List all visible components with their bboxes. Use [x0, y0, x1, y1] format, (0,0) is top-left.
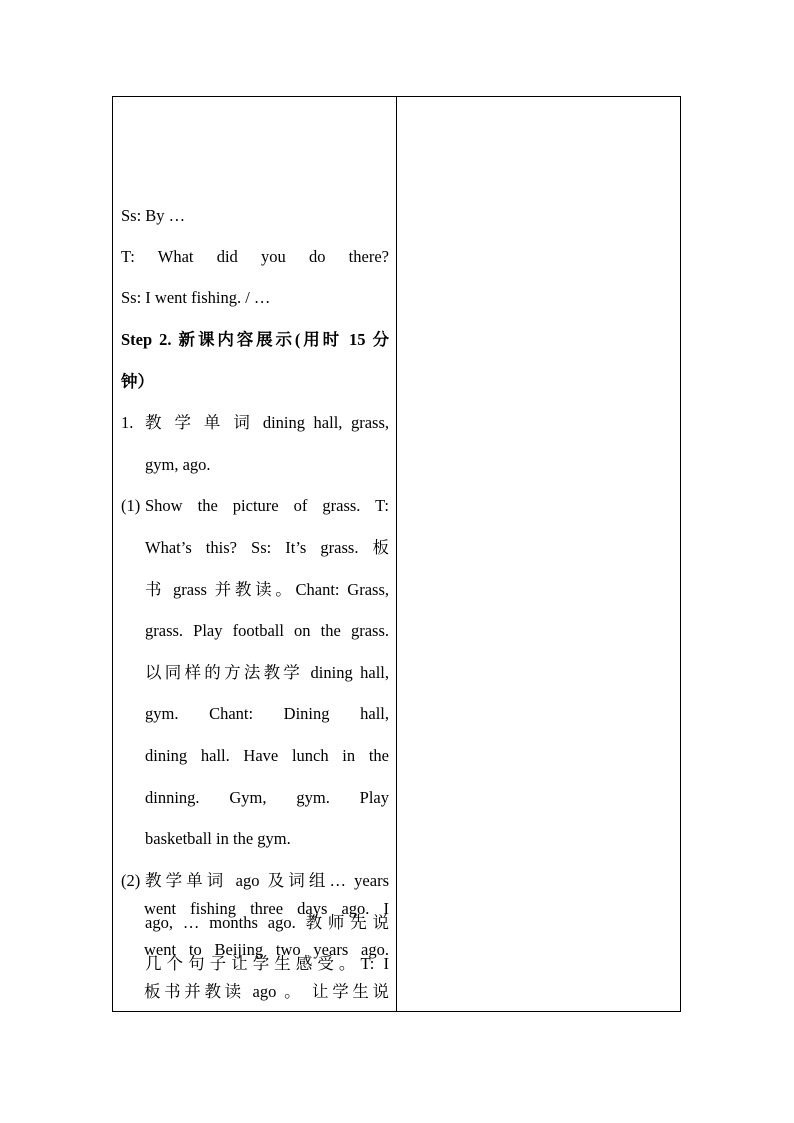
- item-text: 教 学 单 词 dining hall, grass,: [145, 413, 389, 432]
- text-line: basketball in the gym.: [145, 829, 291, 848]
- text-line: 板书并教读 ago 。 让学生说: [144, 982, 389, 1001]
- item-number: 1.: [121, 413, 134, 432]
- sub-item-marker: (2): [121, 871, 141, 890]
- text-line: went fishing three days ago. I: [144, 899, 389, 918]
- text-line: grass. Play football on the grass.: [145, 621, 389, 640]
- text-line: Ss: I went fishing. / …: [121, 288, 271, 307]
- text-line: 以同样的方法教学 dining hall,: [145, 663, 389, 682]
- step-heading: Step 2. 新课内容展示(用时 15 分: [121, 330, 389, 349]
- text-line: dinning. Gym, gym. Play: [145, 788, 389, 807]
- text-line: dining hall. Have lunch in the: [145, 746, 389, 765]
- lesson-table: [112, 96, 681, 1012]
- text-line: 几个句子让学生感受。T: I: [145, 954, 389, 973]
- numbered-item: [121, 411, 389, 435]
- sub-item: [121, 869, 389, 893]
- text-line: ago, … months ago. 教师先说: [145, 913, 389, 932]
- text-line: T: What did you do there?: [121, 247, 389, 266]
- sub-item: [121, 494, 389, 518]
- text-line: 书 grass 并教读。Chant: Grass,: [145, 580, 389, 599]
- sub-item-text: 教学单词 ago 及词组… years: [145, 871, 389, 890]
- text-line: gym, ago.: [145, 455, 211, 474]
- text-line: Ss: By …: [121, 206, 186, 225]
- text-line: went to Beijing two years ago.: [144, 940, 389, 959]
- sub-item-text: Show the picture of grass. T:: [145, 496, 389, 515]
- right-column: [397, 97, 680, 1011]
- text-line: What’s this? Ss: It’s grass. 板: [145, 538, 389, 557]
- left-column: [113, 97, 397, 1011]
- step-heading-cont: 钟）: [121, 372, 154, 391]
- sub-item-marker: (1): [121, 496, 141, 515]
- text-line: gym. Chant: Dining hall,: [145, 704, 389, 723]
